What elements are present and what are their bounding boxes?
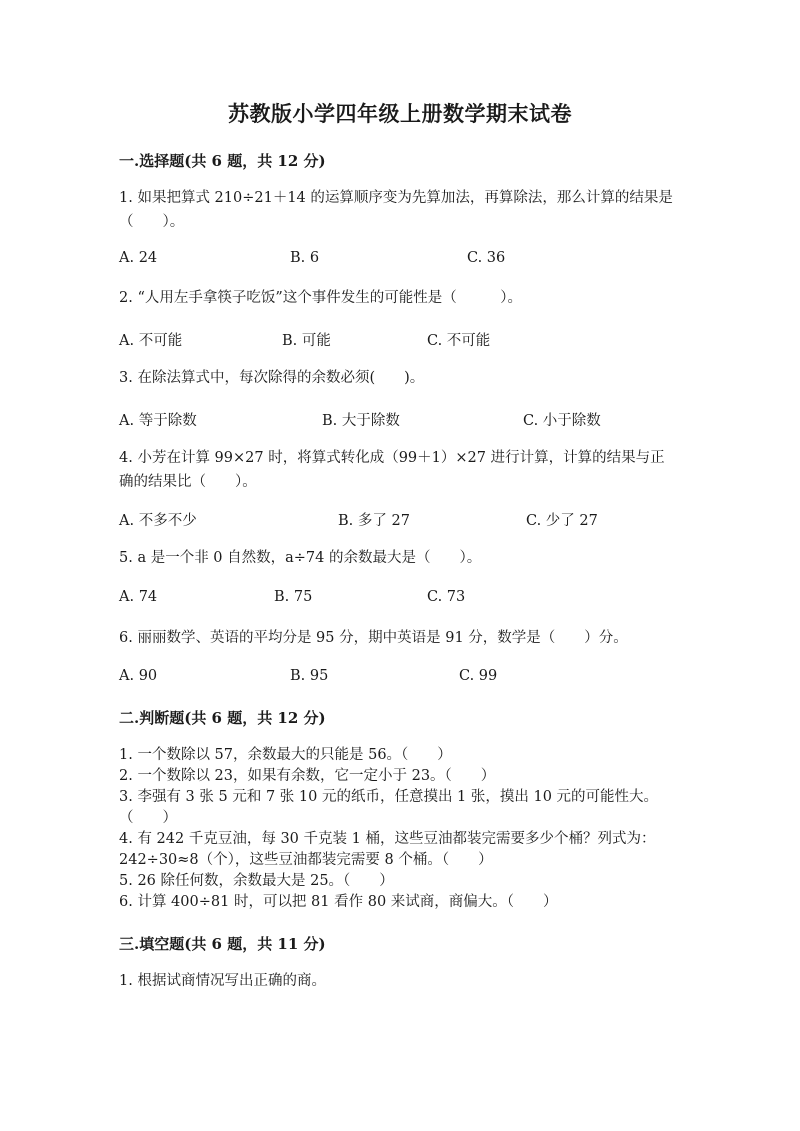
option-1a: A. 24 bbox=[119, 250, 158, 266]
judgement-item-6: 6. 计算 400÷81 时，可以把 81 看作 80 来试商，商偏大。（ ） bbox=[119, 894, 558, 910]
option-4b: B. 多了 27 bbox=[338, 513, 410, 529]
option-6c: C. 99 bbox=[459, 668, 498, 684]
judgement-item-3: 3. 李强有 3 张 5 元和 7 张 10 元的纸币，任意摸出 1 张，摸出 10 元的可能性大。（ ） bbox=[119, 789, 659, 826]
judgement-item-4: 4. 有 242 千克豆油，每 30 千克装 1 桶，这些豆油都装完需要多少个桶？列式为：242÷30≈8（个），这些豆油都装完需要 8 个桶。（ ） bbox=[119, 831, 656, 868]
option-2b: B. 可能 bbox=[282, 333, 331, 349]
option-1c: C. 36 bbox=[467, 250, 506, 266]
judgement-item-5: 5. 26 除任何数，余数最大是 25。（ ） bbox=[119, 873, 394, 889]
option-3c: C. 小于除数 bbox=[523, 413, 601, 429]
judgement-item-2: 2. 一个数除以 23，如果有余数，它一定小于 23。（ ） bbox=[119, 768, 496, 784]
question-5: 5. a 是一个非 0 自然数，a÷74 的余数最大是（ ）。 bbox=[119, 550, 482, 566]
option-3a: A. 等于除数 bbox=[119, 413, 197, 429]
fill-item-1: 1. 根据试商情况写出正确的商。 bbox=[119, 973, 326, 989]
option-2a: A. 不可能 bbox=[119, 333, 183, 349]
option-5a: A. 74 bbox=[119, 589, 158, 605]
option-3b: B. 大于除数 bbox=[322, 413, 400, 429]
option-4c: C. 少了 27 bbox=[526, 513, 598, 529]
question-3: 3. 在除法算式中，每次除得的余数必须( )。 bbox=[119, 370, 425, 386]
question-6: 6. 丽丽数学、英语的平均分是 95 分，期中英语是 91 分，数学是（ ）分。 bbox=[119, 630, 628, 646]
option-2c: C. 不可能 bbox=[427, 333, 491, 349]
section-heading-judgement: 二.判断题(共 6 题，共 12 分) bbox=[119, 709, 326, 727]
section-heading-choice: 一.选择题(共 6 题，共 12 分) bbox=[119, 152, 326, 170]
option-4a: A. 不多不少 bbox=[119, 513, 197, 529]
option-6b: B. 95 bbox=[290, 668, 329, 684]
page-title: 苏教版小学四年级上册数学期末试卷 bbox=[228, 101, 572, 126]
question-4: 4. 小芳在计算 99×27 时，将算式转化成（99＋1）×27 进行计算，计算的结果与正确的结果比（ ）。 bbox=[119, 450, 665, 490]
judgement-item-1: 1. 一个数除以 57，余数最大的只能是 56。（ ） bbox=[119, 747, 452, 763]
question-2: 2. “人用左手拿筷子吃饭”这个事件发生的可能性是（ ）。 bbox=[119, 290, 523, 306]
option-1b: B. 6 bbox=[290, 250, 320, 266]
question-1: 1. 如果把算式 210÷21＋14 的运算顺序变为先算加法，再算除法，那么计算的结果是（ ）。 bbox=[119, 190, 673, 230]
section-heading-fill: 三.填空题(共 6 题，共 11 分) bbox=[119, 935, 326, 953]
option-6a: A. 90 bbox=[119, 668, 158, 684]
option-5b: B. 75 bbox=[274, 589, 313, 605]
option-5c: C. 73 bbox=[427, 589, 466, 605]
